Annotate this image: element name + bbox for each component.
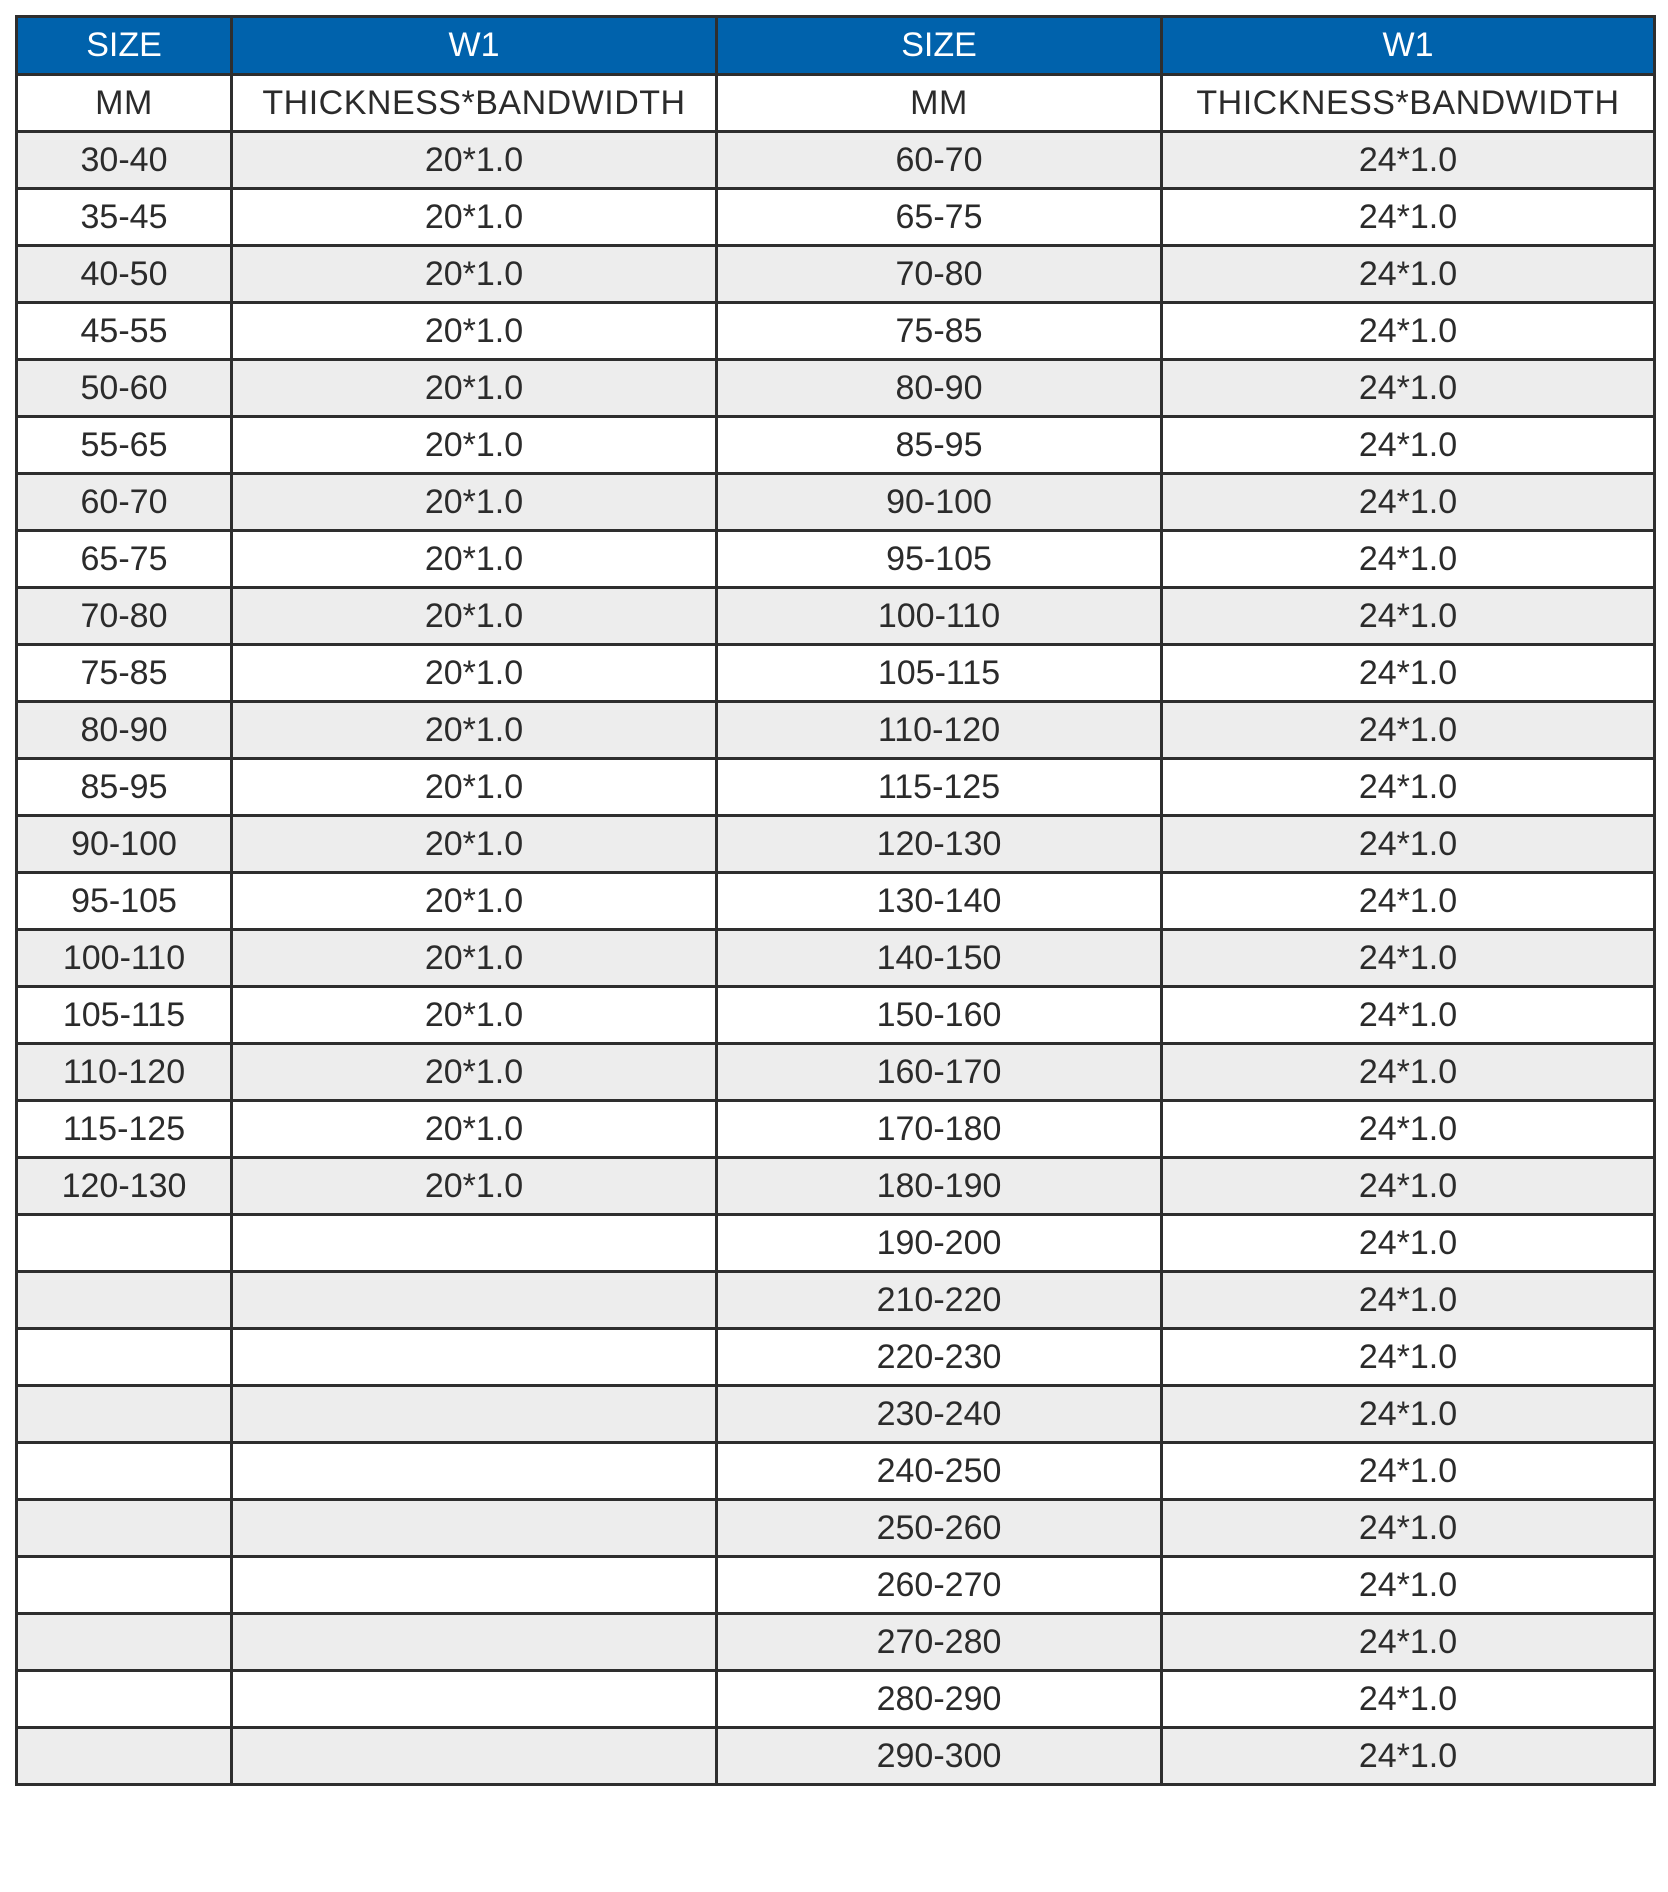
cell-w1-left: 20*1.0	[232, 132, 717, 189]
cell-size-left: 100-110	[17, 930, 232, 987]
cell-w1-right: 24*1.0	[1162, 1557, 1655, 1614]
table-row	[17, 303, 1655, 360]
cell-size-right: 90-100	[717, 474, 1162, 531]
cell-size-right: 120-130	[717, 816, 1162, 873]
cell-size-right: 230-240	[717, 1386, 1162, 1443]
cell-w1-right: 24*1.0	[1162, 531, 1655, 588]
cell-w1-left: 20*1.0	[232, 246, 717, 303]
cell-w1-left: 20*1.0	[232, 417, 717, 474]
table-row	[17, 1329, 1655, 1386]
cell-w1-left: 20*1.0	[232, 360, 717, 417]
cell-w1-right: 24*1.0	[1162, 1728, 1655, 1785]
cell-size-left: 95-105	[17, 873, 232, 930]
cell-w1-right: 24*1.0	[1162, 1500, 1655, 1557]
cell-w1-right: 24*1.0	[1162, 1158, 1655, 1215]
cell-size-left	[17, 1500, 232, 1557]
table-row	[17, 873, 1655, 930]
cell-w1-right: 24*1.0	[1162, 1215, 1655, 1272]
header-w1-right: W1	[1162, 17, 1655, 75]
cell-w1-left: 20*1.0	[232, 930, 717, 987]
cell-w1-left: 20*1.0	[232, 873, 717, 930]
cell-size-right: 80-90	[717, 360, 1162, 417]
cell-w1-left: 20*1.0	[232, 645, 717, 702]
header-unit-mm-right: MM	[717, 75, 1162, 132]
table-row	[17, 645, 1655, 702]
table-row	[17, 1272, 1655, 1329]
table-row	[17, 189, 1655, 246]
table-body	[17, 132, 1655, 1785]
header-w1-left: W1	[232, 17, 717, 75]
cell-size-left: 75-85	[17, 645, 232, 702]
size-spec-sheet	[15, 15, 1653, 1786]
cell-size-right: 180-190	[717, 1158, 1162, 1215]
cell-size-right: 115-125	[717, 759, 1162, 816]
cell-size-right: 270-280	[717, 1614, 1162, 1671]
table-row	[17, 1386, 1655, 1443]
size-spec-table	[15, 15, 1656, 1786]
cell-size-right: 140-150	[717, 930, 1162, 987]
cell-w1-left: 20*1.0	[232, 759, 717, 816]
table-row	[17, 1671, 1655, 1728]
cell-w1-left: 20*1.0	[232, 987, 717, 1044]
cell-w1-left: 20*1.0	[232, 1044, 717, 1101]
cell-size-right: 210-220	[717, 1272, 1162, 1329]
table-header	[17, 17, 1655, 132]
cell-size-left: 30-40	[17, 132, 232, 189]
cell-w1-left	[232, 1614, 717, 1671]
cell-w1-left: 20*1.0	[232, 702, 717, 759]
cell-w1-left: 20*1.0	[232, 816, 717, 873]
cell-size-right: 70-80	[717, 246, 1162, 303]
table-row	[17, 1728, 1655, 1785]
cell-size-right: 190-200	[717, 1215, 1162, 1272]
cell-w1-left	[232, 1443, 717, 1500]
cell-w1-left: 20*1.0	[232, 189, 717, 246]
cell-w1-right: 24*1.0	[1162, 1329, 1655, 1386]
table-row	[17, 1158, 1655, 1215]
cell-w1-right: 24*1.0	[1162, 360, 1655, 417]
cell-w1-left	[232, 1557, 717, 1614]
cell-size-left	[17, 1215, 232, 1272]
cell-size-left: 115-125	[17, 1101, 232, 1158]
table-row	[17, 1101, 1655, 1158]
table-row	[17, 1557, 1655, 1614]
cell-size-right: 240-250	[717, 1443, 1162, 1500]
header-size-left: SIZE	[17, 17, 232, 75]
cell-w1-left	[232, 1728, 717, 1785]
cell-w1-left	[232, 1671, 717, 1728]
cell-size-left: 70-80	[17, 588, 232, 645]
cell-w1-right: 24*1.0	[1162, 189, 1655, 246]
cell-size-right: 60-70	[717, 132, 1162, 189]
cell-w1-left	[232, 1215, 717, 1272]
cell-w1-right: 24*1.0	[1162, 474, 1655, 531]
cell-size-right: 130-140	[717, 873, 1162, 930]
cell-size-left	[17, 1272, 232, 1329]
cell-size-left: 110-120	[17, 1044, 232, 1101]
cell-size-left	[17, 1386, 232, 1443]
cell-size-left: 65-75	[17, 531, 232, 588]
cell-w1-right: 24*1.0	[1162, 645, 1655, 702]
cell-w1-right: 24*1.0	[1162, 759, 1655, 816]
cell-w1-right: 24*1.0	[1162, 417, 1655, 474]
cell-w1-left: 20*1.0	[232, 531, 717, 588]
cell-size-left: 60-70	[17, 474, 232, 531]
cell-w1-right: 24*1.0	[1162, 588, 1655, 645]
cell-w1-left	[232, 1329, 717, 1386]
cell-w1-right: 24*1.0	[1162, 132, 1655, 189]
table-row	[17, 1500, 1655, 1557]
cell-w1-right: 24*1.0	[1162, 702, 1655, 759]
cell-size-right: 160-170	[717, 1044, 1162, 1101]
header-size-right: SIZE	[717, 17, 1162, 75]
table-row	[17, 702, 1655, 759]
cell-size-right: 105-115	[717, 645, 1162, 702]
table-row	[17, 987, 1655, 1044]
table-row	[17, 360, 1655, 417]
cell-size-left	[17, 1671, 232, 1728]
cell-size-right: 170-180	[717, 1101, 1162, 1158]
cell-size-left: 105-115	[17, 987, 232, 1044]
cell-size-right: 110-120	[717, 702, 1162, 759]
cell-w1-left	[232, 1386, 717, 1443]
cell-w1-right: 24*1.0	[1162, 1386, 1655, 1443]
cell-w1-left: 20*1.0	[232, 303, 717, 360]
table-row	[17, 1215, 1655, 1272]
cell-size-right: 220-230	[717, 1329, 1162, 1386]
cell-size-left: 55-65	[17, 417, 232, 474]
cell-size-right: 250-260	[717, 1500, 1162, 1557]
cell-w1-right: 24*1.0	[1162, 1272, 1655, 1329]
cell-size-right: 290-300	[717, 1728, 1162, 1785]
table-row	[17, 474, 1655, 531]
table-row	[17, 1614, 1655, 1671]
table-row	[17, 132, 1655, 189]
cell-w1-right: 24*1.0	[1162, 1614, 1655, 1671]
header-row-units	[17, 75, 1655, 132]
cell-size-left: 80-90	[17, 702, 232, 759]
header-row-primary	[17, 17, 1655, 75]
table-row	[17, 531, 1655, 588]
cell-size-left: 85-95	[17, 759, 232, 816]
table-row	[17, 1443, 1655, 1500]
cell-w1-left: 20*1.0	[232, 1158, 717, 1215]
cell-size-left: 40-50	[17, 246, 232, 303]
cell-size-left	[17, 1443, 232, 1500]
table-row	[17, 930, 1655, 987]
cell-size-right: 65-75	[717, 189, 1162, 246]
cell-w1-right: 24*1.0	[1162, 1044, 1655, 1101]
table-row	[17, 246, 1655, 303]
header-unit-mm-left: MM	[17, 75, 232, 132]
table-row	[17, 417, 1655, 474]
cell-w1-right: 24*1.0	[1162, 987, 1655, 1044]
cell-w1-left	[232, 1500, 717, 1557]
cell-size-left: 45-55	[17, 303, 232, 360]
cell-w1-right: 24*1.0	[1162, 1671, 1655, 1728]
cell-w1-left: 20*1.0	[232, 588, 717, 645]
cell-size-left: 90-100	[17, 816, 232, 873]
cell-size-right: 150-160	[717, 987, 1162, 1044]
cell-size-left	[17, 1329, 232, 1386]
cell-w1-right: 24*1.0	[1162, 1101, 1655, 1158]
cell-size-left	[17, 1557, 232, 1614]
cell-w1-right: 24*1.0	[1162, 930, 1655, 987]
cell-size-right: 260-270	[717, 1557, 1162, 1614]
cell-size-left	[17, 1728, 232, 1785]
cell-w1-left: 20*1.0	[232, 1101, 717, 1158]
cell-w1-right: 24*1.0	[1162, 1443, 1655, 1500]
cell-size-right: 85-95	[717, 417, 1162, 474]
cell-size-right: 75-85	[717, 303, 1162, 360]
cell-size-left: 50-60	[17, 360, 232, 417]
cell-w1-right: 24*1.0	[1162, 246, 1655, 303]
cell-size-right: 280-290	[717, 1671, 1162, 1728]
cell-w1-right: 24*1.0	[1162, 303, 1655, 360]
cell-w1-right: 24*1.0	[1162, 873, 1655, 930]
table-row	[17, 759, 1655, 816]
cell-size-left: 35-45	[17, 189, 232, 246]
cell-size-right: 100-110	[717, 588, 1162, 645]
table-row	[17, 816, 1655, 873]
cell-size-right: 95-105	[717, 531, 1162, 588]
cell-w1-left	[232, 1272, 717, 1329]
header-unit-thickness-left: THICKNESS*BANDWIDTH	[232, 75, 717, 132]
cell-w1-right: 24*1.0	[1162, 816, 1655, 873]
table-row	[17, 1044, 1655, 1101]
cell-size-left: 120-130	[17, 1158, 232, 1215]
cell-w1-left: 20*1.0	[232, 474, 717, 531]
header-unit-thickness-right: THICKNESS*BANDWIDTH	[1162, 75, 1655, 132]
table-row	[17, 588, 1655, 645]
cell-size-left	[17, 1614, 232, 1671]
